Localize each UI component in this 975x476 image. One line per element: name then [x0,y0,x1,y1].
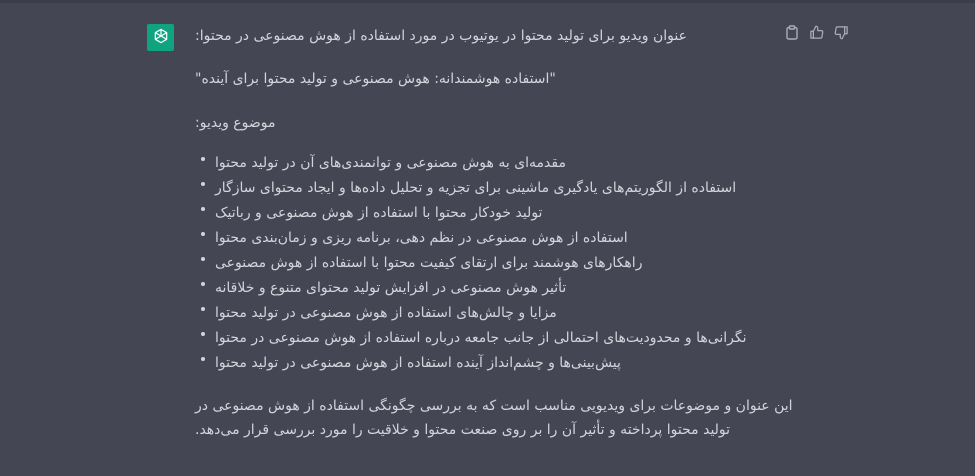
dislike-button[interactable] [833,26,850,43]
list-item: تأثیر هوش مصنوعی در افزایش تولید محتوای متنوع و خلاقانه [195,280,566,296]
top-divider [0,0,975,3]
video-title: "استفاده هوشمندانه: هوش مصنوعی و تولید محتوا برای آینده" [195,71,556,87]
bullet-icon [201,307,205,311]
bullet-icon [201,257,205,261]
list-item: مزایا و چالش‌های استفاده از هوش مصنوعی در تولید محتوا [195,305,557,321]
thumbs-down-icon [834,25,849,44]
bullet-icon [201,332,205,336]
message-actions [783,26,850,43]
bullet-icon [201,232,205,236]
list-item: استفاده از هوش مصنوعی در نظم دهی، برنامه ریزی و زمان‌بندی محتوا [195,230,628,246]
bullet-icon [201,357,205,361]
closing-paragraph-line-1: این عنوان و موضوعات برای ویدیویی مناسب است که به بررسی چگونگی استفاده از هوش مصنوعی در [195,398,793,414]
openai-logo-icon [152,27,170,49]
list-item: مقدمه‌ای به هوش مصنوعی و توانمندی‌های آن در تولید محتوا [195,155,566,171]
list-item: پیش‌بینی‌ها و چشم‌انداز آینده استفاده از هوش مصنوعی در تولید محتوا [195,355,621,371]
like-button[interactable] [808,26,825,43]
bullet-icon [201,282,205,286]
bullet-icon [201,157,205,161]
assistant-avatar [147,24,174,51]
list-item: استفاده از الگوریتم‌های یادگیری ماشینی برای تجزیه و تحلیل داده‌ها و ایجاد محتوای سازگار [195,180,736,196]
closing-paragraph-line-2: تولید محتوا پرداخته و تأثیر آن را بر روی صنعت محتوا و خلاقیت را مورد بررسی قرار می‌دهد. [195,422,731,438]
topics-heading: موضوع ویدیو: [195,115,276,131]
clipboard-icon [785,25,799,44]
list-item: راهکارهای هوشمند برای ارتقای کیفیت محتوا با استفاده از هوش مصنوعی [195,255,642,271]
list-item: تولید خودکار محتوا با استفاده از هوش مصنوعی و رباتیک [195,205,542,221]
list-item: نگرانی‌ها و محدودیت‌های احتمالی از جانب جامعه درباره استفاده از هوش مصنوعی در محتوا [195,330,747,346]
bullet-icon [201,182,205,186]
thumbs-up-icon [809,25,824,44]
bullet-icon [201,207,205,211]
title-line: عنوان ویدیو برای تولید محتوا در یوتیوب در مورد استفاده از هوش مصنوعی در محتوا: [195,28,687,44]
copy-button[interactable] [783,26,800,43]
